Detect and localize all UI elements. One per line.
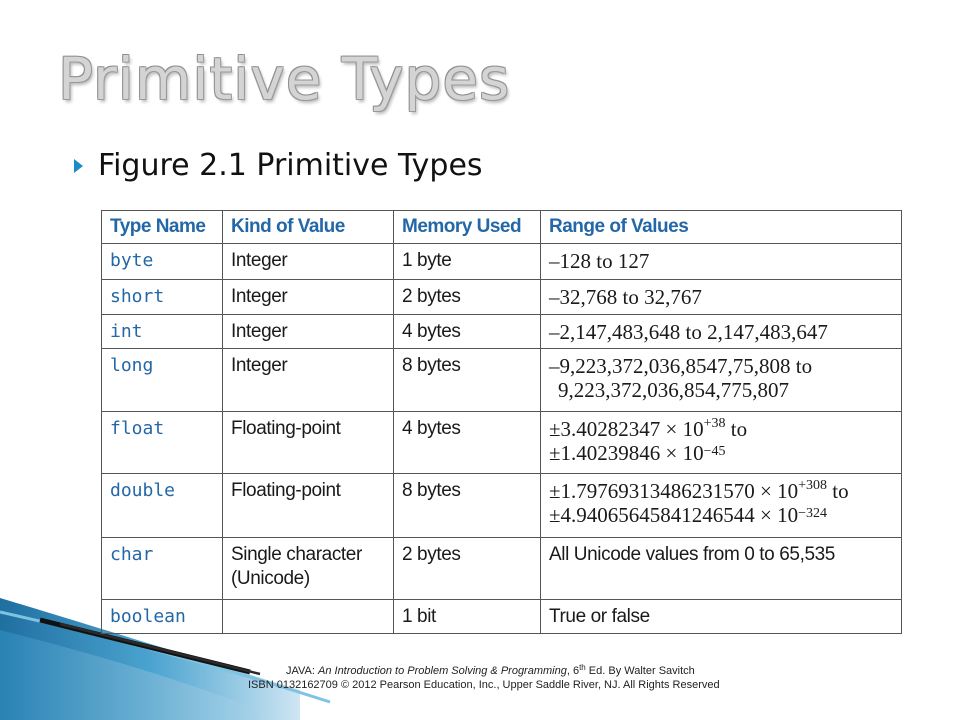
kind-line: Floating-point xyxy=(231,418,341,439)
cell-type-name: long xyxy=(102,349,223,412)
cell-kind-of-value xyxy=(223,412,394,474)
footer-book-line xyxy=(248,664,848,678)
range-line xyxy=(549,441,893,465)
range-suffix: to xyxy=(725,417,748,441)
cell-memory-used: 1 byte xyxy=(394,244,541,280)
cell-type-name: boolean xyxy=(102,600,223,634)
cell-memory-used: 1 bit xyxy=(394,600,541,634)
range-mantissa: ±4.94065645841246544 × 10 xyxy=(549,503,799,527)
cell-kind-of-value xyxy=(223,538,394,600)
table-row xyxy=(102,538,902,600)
range-line xyxy=(549,479,893,503)
kind-line: Floating-point xyxy=(231,480,341,501)
cell-kind-of-value xyxy=(223,600,394,634)
footer-edition-sup: th xyxy=(579,663,586,672)
range-mantissa: ±1.79769313486231570 × 10 xyxy=(549,479,799,503)
range-line: –128 to 127 xyxy=(549,249,650,273)
range-exponent: +38 xyxy=(703,416,726,431)
header-type-name: Type Name xyxy=(102,211,223,244)
table-row xyxy=(102,244,902,280)
cell-memory-used: 4 bytes xyxy=(394,412,541,474)
primitive-types-table xyxy=(101,210,902,634)
cell-range-of-values xyxy=(541,315,902,349)
range-mantissa: ±3.40282347 × 10 xyxy=(549,417,704,441)
cell-type-name: double xyxy=(102,474,223,538)
cell-type-name: char xyxy=(102,538,223,600)
table-row xyxy=(102,315,902,349)
cell-range-of-values xyxy=(541,244,902,280)
range-line: –2,147,483,648 to 2,147,483,647 xyxy=(549,320,828,344)
range-mantissa: ±1.40239846 × 10 xyxy=(549,441,704,465)
kind-line: Integer xyxy=(231,250,288,271)
header-kind-of-value: Kind of Value xyxy=(223,211,394,244)
kind-line: Integer xyxy=(231,355,288,376)
range-line: –9,223,372,036,8547,75,808 to xyxy=(549,354,813,378)
range-line xyxy=(549,503,893,527)
cell-memory-used: 2 bytes xyxy=(394,280,541,315)
slide-title: Primitive Types xyxy=(58,45,511,113)
range-exponent: −324 xyxy=(798,506,828,521)
range-line: –32,768 to 32,767 xyxy=(549,285,702,309)
table-row xyxy=(102,412,902,474)
cell-range-of-values xyxy=(541,280,902,315)
table-row xyxy=(102,280,902,315)
cell-range-of-values xyxy=(541,474,902,538)
range-suffix: to xyxy=(827,479,849,503)
footer-citation xyxy=(248,664,848,692)
bullet-arrow-icon xyxy=(74,159,83,173)
kind-line: Single character xyxy=(231,544,362,565)
footer-book-title: An Introduction to Problem Solving & Programming xyxy=(318,665,567,677)
cell-kind-of-value xyxy=(223,349,394,412)
cell-memory-used: 2 bytes xyxy=(394,538,541,600)
header-range-of-values: Range of Values xyxy=(541,211,902,244)
table-row xyxy=(102,349,902,412)
bullet-text: Figure 2.1 Primitive Types xyxy=(98,148,483,183)
cell-range-of-values xyxy=(541,538,902,600)
range-line: True or false xyxy=(549,606,650,627)
footer-book-prefix: JAVA: xyxy=(286,665,318,677)
footer-isbn-line: ISBN 0132162709 © 2012 Pearson Education, Inc., Upper Saddle River, NJ. All Rights Reserved xyxy=(248,679,720,691)
table-header-row xyxy=(102,211,902,244)
range-line xyxy=(549,417,893,441)
table-row xyxy=(102,600,902,634)
range-line: All Unicode values from 0 to 65,535 xyxy=(549,544,835,565)
range-exponent: +308 xyxy=(798,478,828,493)
cell-memory-used: 8 bytes xyxy=(394,349,541,412)
cell-type-name: int xyxy=(102,315,223,349)
cell-memory-used: 4 bytes xyxy=(394,315,541,349)
cell-range-of-values xyxy=(541,412,902,474)
cell-kind-of-value xyxy=(223,474,394,538)
bullet-item xyxy=(74,148,483,183)
table-row xyxy=(102,474,902,538)
cell-memory-used: 8 bytes xyxy=(394,474,541,538)
range-line: 9,223,372,036,854,775,807 xyxy=(558,378,789,402)
kind-line: Integer xyxy=(231,321,288,342)
footer-author: Ed. By Walter Savitch xyxy=(585,665,695,677)
cell-type-name: short xyxy=(102,280,223,315)
header-memory-used: Memory Used xyxy=(394,211,541,244)
footer-edition: , 6 xyxy=(566,665,580,677)
cell-range-of-values xyxy=(541,349,902,412)
cell-kind-of-value xyxy=(223,315,394,349)
kind-line: (Unicode) xyxy=(231,568,310,589)
cell-type-name: byte xyxy=(102,244,223,280)
cell-range-of-values xyxy=(541,600,902,634)
cell-kind-of-value xyxy=(223,244,394,280)
cell-type-name: float xyxy=(102,412,223,474)
range-exponent: −45 xyxy=(703,444,726,459)
kind-line: Integer xyxy=(231,286,288,307)
cell-kind-of-value xyxy=(223,280,394,315)
